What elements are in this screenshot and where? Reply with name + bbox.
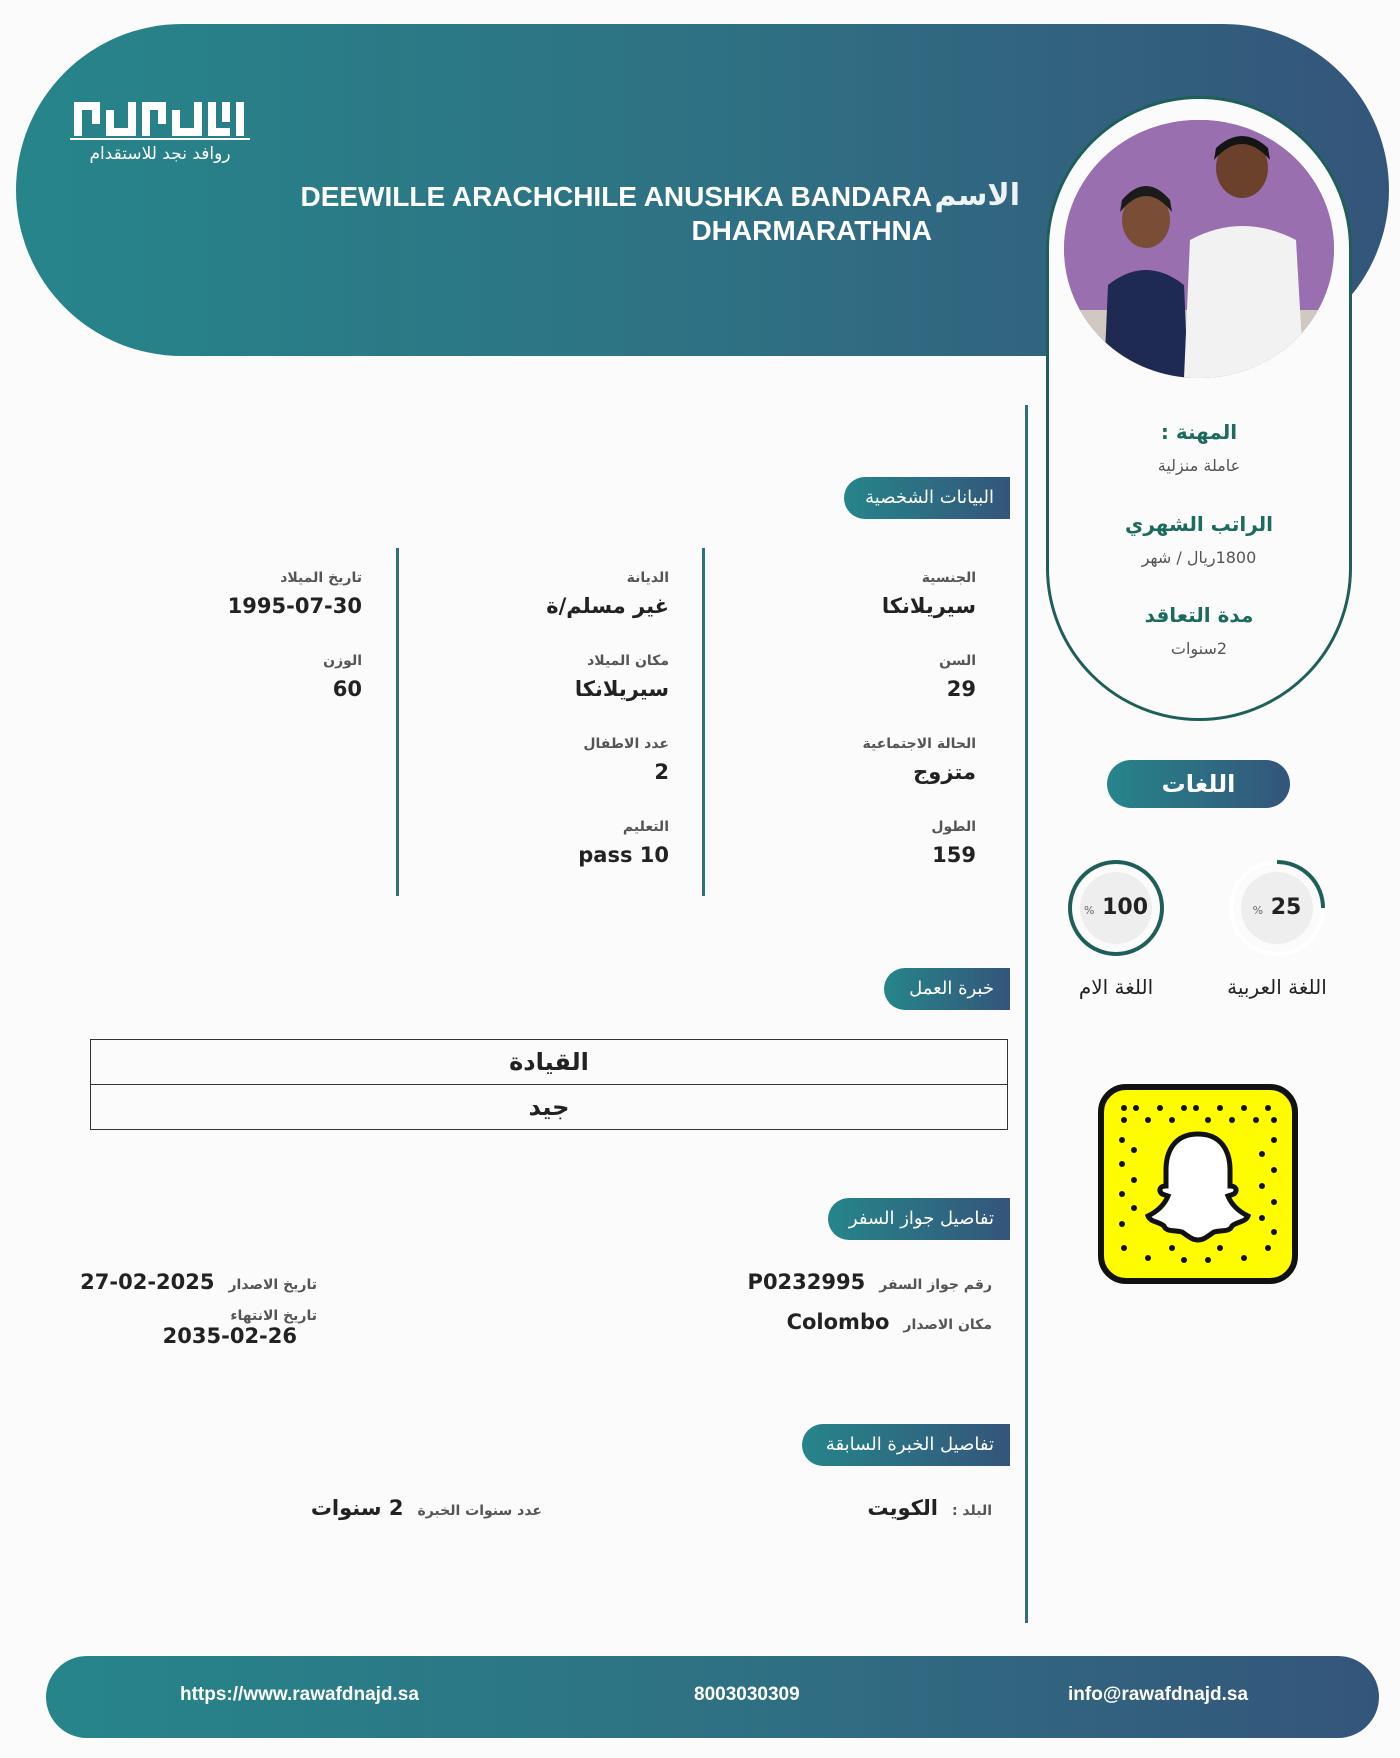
field-weight: الوزن 60 — [323, 653, 362, 701]
name-label: الاسم — [934, 178, 1020, 213]
field-nationality: الجنسية سيريلانكا — [881, 570, 976, 618]
field-marital-status: الحالة الاجتماعية متزوج — [862, 736, 976, 784]
candidate-photo — [1064, 120, 1334, 378]
field-height: الطول 159 — [931, 819, 976, 867]
gauge-native-label: اللغة الام — [1078, 975, 1154, 999]
section-personal-title: البيانات الشخصية — [844, 477, 1010, 519]
salary-field — [1046, 512, 1352, 567]
table-row — [91, 1040, 1008, 1085]
contract-value: 2سنوات — [1170, 639, 1228, 658]
salary-value: 1800ريال / شهر — [1141, 548, 1257, 567]
photo-illustration — [1064, 120, 1334, 378]
footer-email-link[interactable]: info@rawafdnajd.sa — [1068, 1684, 1249, 1705]
profession-label: المهنة : — [1160, 420, 1238, 444]
skill-name: القيادة — [91, 1040, 1008, 1085]
timeline-line — [1025, 405, 1028, 1623]
field-expiry-date: تاريخ الانتهاء 2035-02-26 — [162, 1308, 317, 1348]
field-education: التعليم 10 pass — [578, 819, 669, 867]
logo-text: روافد نجد للاستقدام — [89, 144, 231, 164]
gauge-native-value: % 100 — [1080, 872, 1152, 944]
field-dob: تاريخ الميلاد 1995-07-30 — [227, 570, 362, 618]
field-experience-years: عدد سنوات الخبرة2 سنوات — [310, 1496, 542, 1520]
gauge-arabic — [1224, 855, 1330, 961]
footer-bar — [46, 1656, 1379, 1738]
field-passport-number: رقم جواز السفرP0232995 — [747, 1270, 992, 1294]
field-age: السن 29 — [939, 653, 976, 701]
field-birthplace: مكان الميلاد سيريلانكا — [574, 653, 669, 701]
gauge-native — [1063, 855, 1169, 961]
gauge-arabic-label: اللغة العربية — [1227, 975, 1327, 999]
divider-line — [702, 548, 705, 896]
field-country: البلد :الكويت — [867, 1496, 992, 1520]
snapcode[interactable] — [1098, 1084, 1298, 1284]
footer-phone[interactable]: 8003030309 — [694, 1684, 800, 1705]
field-religion: الديانة غير مسلم/ة — [546, 570, 669, 618]
languages-title: اللغات — [1107, 760, 1290, 808]
salary-label: الراتب الشهري — [1125, 512, 1273, 536]
skills-table — [90, 1039, 1008, 1130]
table-row — [91, 1085, 1008, 1130]
section-passport-title: تفاصيل جواز السفر — [828, 1198, 1010, 1240]
section-work-title: خبرة العمل — [884, 968, 1010, 1010]
gauge-arabic-value: % 25 — [1241, 872, 1313, 944]
field-issue-place: مكان الاصدارColombo — [786, 1310, 992, 1334]
logo-mark-icon — [70, 96, 250, 140]
divider-line — [396, 548, 399, 896]
profession-field — [1046, 420, 1352, 475]
snapcode-pattern — [1104, 1090, 1292, 1278]
field-issue-date: تاريخ الاصدار2025-02-27 — [80, 1270, 317, 1294]
section-experience-title: تفاصيل الخبرة السابقة — [802, 1424, 1010, 1466]
company-logo — [70, 96, 250, 164]
candidate-name: DEEWILLE ARACHCHILE ANUSHKA BANDARA DHARMARATHNA — [300, 181, 932, 246]
contract-field — [1046, 603, 1352, 658]
contract-label: مدة التعاقد — [1144, 603, 1254, 627]
profession-value: عاملة منزلية — [1157, 456, 1241, 475]
skill-level: جيد — [91, 1085, 1008, 1130]
footer-website-link[interactable]: https://www.rawafdnajd.sa — [180, 1684, 419, 1705]
field-children: عدد الاطفال 2 — [583, 736, 669, 784]
